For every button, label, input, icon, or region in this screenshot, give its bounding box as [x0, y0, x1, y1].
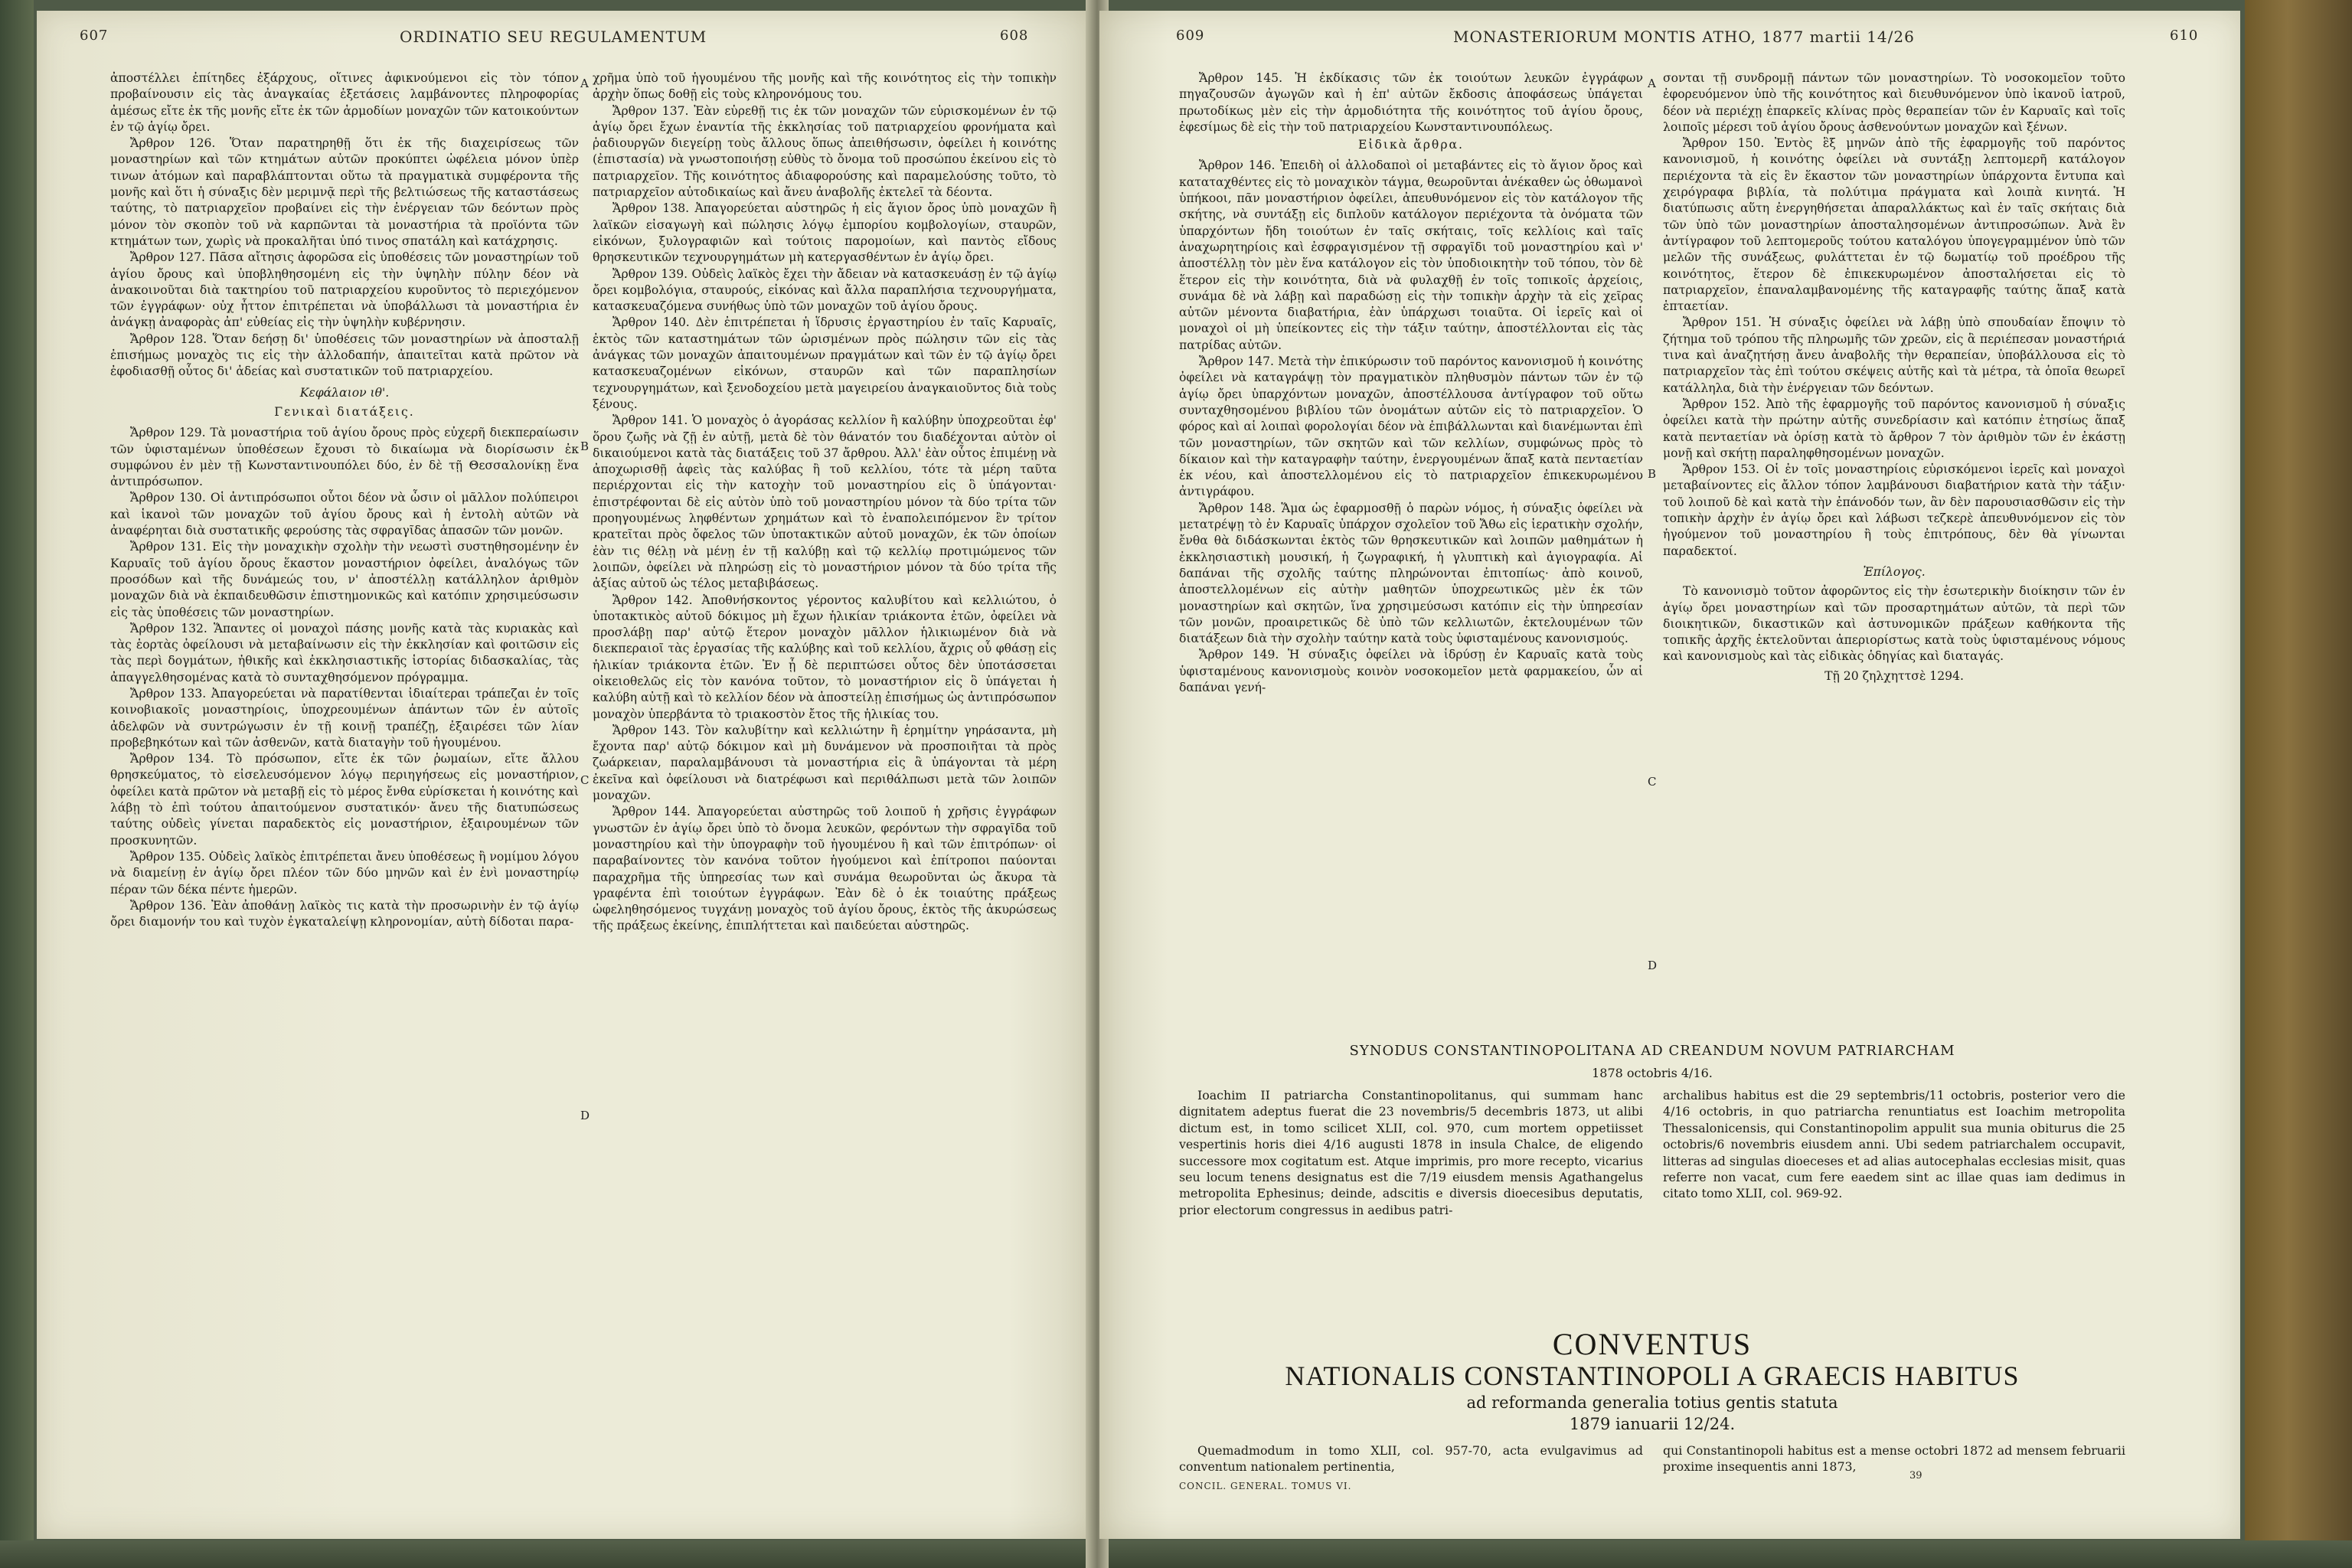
right-page-column-1 [1179, 70, 1643, 696]
conventus-text-left [1179, 1442, 1643, 1475]
article-135: Ἄρθρον 135. Οὐδεὶς λαϊκὸς ἐπιτρέπεται ἄνευ ὑποθέσεως ἢ νομίμου λόγου νὰ διαμείνῃ ἐν ἁγίῳ ὄρει πλέον τῶν δύο μηνῶν καὶ ἐν ἑνὶ μοναστηρίῳ πέραν τῶν δέκα πέντε ἡμερῶν. [110, 849, 579, 897]
left-running-head [37, 28, 1093, 58]
latin-paragraph: archalibus habitus est die 29 septembris/11 octobris, posterior vero die 4/16 octobris, in quo patriarcha renuntiatus est Ioachim metropolita Thessalonicensis, qui Constantinopolim appulit sua munia obiturus die 25 octobris/6 novembris eiusdem anni. Ubi sedem patriarchalem occupavit, litteras ad singulas dioeceses et ad alias autocephalas ecclesias misit, quas referre non vacat, cum fere eaedem sint ac illae quas iam dedimus in citato tomo XLII, col. 969-92. [1663, 1088, 2125, 1201]
synodus-date: 1878 octobris 4/16. [1592, 1066, 1713, 1080]
article-150: Ἄρθρον 150. Ἐντὸς ἓξ μηνῶν ἀπὸ τῆς ἐφαρμογῆς τοῦ παρόντος κανονισμοῦ, ἡ κοινότης ὀφείλει νὰ συντάξῃ λεπτομερῆ κατάλογον περιέχοντα τὰ εἰς ἓν ἕκαστον τῶν μοναστηρίων ὑπάρχοντα ἔντυπα καὶ χειρόγραφα βιβλία, τὰ πολύτιμα πράγματα καὶ λοιπὰ κινητά. Ἡ διατύπωσις αὕτη ἐνεργηθήσεται ἀπαραλλάκτως καὶ ἐν ταῖς σκήταις διὰ τῶν ὑπὸ τῶν μοναστηρίων ἀποσταλησομένων ἀντιπροσώπων. Ἀνὰ ἓν ἀντίγραφον τοῦ λεπτομεροῦς τούτου καταλόγου ὑπογεγραμμένον ὑπὸ τῶν μελῶν τῆς συνάξεως, φυλάττεται ἐν τῷ δωματίῳ τοῦ προέδρου τῆς κοινότητος, ἕτερον δὲ ἐπικεκυρωμένον ἀποσταλήσεται εἰς τὸ πατριαρχεῖον, ἐπαναλαμβανομένης τῆς καταγραφῆς ταύτης ἅπαξ κατὰ ἑπταετίαν. [1663, 136, 2125, 314]
latin-paragraph: qui Constantinopoli habitus est a mense octobri 1872 ad mensem februarii proxime insequentis anni 1873, [1663, 1443, 2125, 1475]
section-heading: Γενικαὶ διατάξεις. [274, 404, 415, 419]
synodus-text-left [1179, 1087, 1643, 1218]
conventus-title: CONVENTUS [1552, 1327, 1753, 1361]
conventus-subtitle: NATIONALIS CONSTANTINOPOLI A GRAECIS HABITUS [1285, 1361, 2020, 1391]
article-147: Ἄρθρον 147. Μετὰ τὴν ἐπικύρωσιν τοῦ παρόντος κανονισμοῦ ἡ κοινότης ὀφείλει νὰ καταγράψῃ τὸν πραγματικὸν πληθυσμὸν πάντων τῶν ἐν τῷ ἁγίῳ ὄρει ὑπαρχόντων μοναχῶν, ἀποστέλλουσα ἀντίγραφον τοῦ οὕτω συνταχθησομένου βιβλίου τῶν ὀνομάτων αὐτῶν εἰς τὸ πατριαρχεῖον. Ὁ φόρος καὶ αἱ λοιπαὶ φορολογίαι δέον νὰ ἐπιβάλλωνται καὶ διανέμωνται ἐπὶ τῶν μοναστηρίων, τῶν σκητῶν καὶ τῶν κελλίων, συμφώνως πρὸς τὸ δίκαιον καὶ τὴν καταγραφὴν ταύτην, ἐνεργουμένων ἅπαξ κατὰ πενταετίαν ἐκ νέου, καὶ ἀποστελλομένου εἰς τὸ πατριαρχεῖον ἐπικεκυρωμένου ἀντιγράφου. [1179, 354, 1643, 499]
footer-signature-left: CONCIL. GENERAL. TOMUS VI. [1179, 1481, 1352, 1491]
article-137: Ἄρθρον 137. Ἐὰν εὑρεθῇ τις ἐκ τῶν μοναχῶν τῶν εὑρισκομένων ἐν τῷ ἁγίῳ ὄρει ἔχων ἐναντία τῆς ἐκκλησίας τοῦ πατριαρχείου φρονήματα καὶ ῥαδιουργῶν διεγείρῃ τοὺς ἄλλους ὅπως ἀπειθήσωσιν, ὀφείλει ἡ κοινότης (ἐπιστασία) νὰ γνωστοποιήσῃ εὐθὺς τὸ ὄνομα τοῦ προσώπου ἐκείνου εἰς τὸ πατριαρχεῖον. Τῆς κοινότητος ἀδιαφορούσης καὶ παραμελούσης τοῦτο, τὸ πατριαρχεῖον αὐτοδικαίως καὶ ἄνευ ἀναβολῆς ἐκτελεῖ τὰ δέοντα. [593, 103, 1057, 200]
margin-marker-d: D [580, 1109, 590, 1122]
epilogue-date: Τῇ 20 ζηλχηττσὲ 1294. [1824, 668, 1964, 683]
latin-paragraph: Ioachim II patriarcha Constantinopolitanus, qui summam hanc dignitatem adeptus fuerat die 23 novembris/5 decembris 1873, ut alibi dictum est, in tomo scilicet XLII, col. 970, cum mortem oppetiisset vespertinis horis diei 4/16 augusti 1878 in insula Chalce, de eligendo successore mox cogitatum est. Atque imprimis, pro more recepto, vicarius seu locum tenens designatus est die 7/19 eiusdem mensis Agathangelus metropolita Ephesinus; deinde, adscitis e diversis dioecesibus deputatis, prior electorum congressus in aedibus patri- [1179, 1088, 1643, 1217]
paragraph: ἀποστέλλει ἐπίτηδες ἐξάρχους, οἵτινες ἀφικνούμενοι εἰς τὸν τόπον προβαίνουσιν εἰς τὰς ἀναγκαίας ἐξετάσεις λαμβάνοντες πληροφορίας ἀμέσως εἴτε ἐκ τῆς μονῆς εἴτε ἐκ τῶν ἁρμοδίων μοναχῶν τῶν κατοικούντων ἐν τῷ ἁγίῳ ὄρει. [110, 71, 579, 134]
article-146: Ἄρθρον 146. Ἐπειδὴ οἱ ἀλλοδαποὶ οἱ μεταβάντες εἰς τὸ ἅγιον ὄρος καὶ καταταχθέντες εἰς τὸ μοναχικὸν τάγμα, θεωροῦνται ἀνέκαθεν ὡς ὀθωμανοὶ ὑπήκοοι, πᾶν μοναστήριον ὀφείλει, ἀπευθυνόμενον εἰς τὸν κατάλογον τῆς σκήτης, νὰ συντάξῃ εἰς διπλοῦν κατάλογον περιέχοντα τὰ ὀνόματα τῶν ὑπαρχόντων ἤδη τοιούτων ἐν ταῖς σκήταις, τοῖς κελλίοις καὶ ταῖς ἀναχωρητηρίοις καὶ ἐσφραγισμένον τῇ σφραγῖδι τοῦ μοναστηρίου καὶ ν' ἀποστέλλῃ τὸν μὲν ἕνα κατάλογον εἰς τὸν ὑποδιοικητὴν τοῦ τόπου, τὸν δὲ ἕτερον εἰς τὴν κοινότητα, διὰ νὰ φυλαχθῇ ἐν τοῖς τοπικοῖς ἀρχείοις, συνάμα δὲ νὰ λάβῃ καὶ παραδώσῃ εἰς τὴν τοπικὴν ἀρχὴν τὰ εἰς χεῖρας αὐτῶν μένοντα διαβατήρια, ἐὰν ὑπάρχωσι τοιαῦτα. Οἱ ἱερεῖς καὶ οἱ μοναχοὶ οἱ μὴ ὑπείκοντες εἰς τὴν τάξιν ταύτην, ἀποστέλλονται εἰς τὰς πατρίδας αὐτῶν. [1179, 158, 1643, 352]
section-heading: Εἰδικὰ ἄρθρα. [1358, 138, 1464, 152]
left-page-column-2 [593, 70, 1057, 935]
scan-background-left [0, 0, 34, 1568]
left-running-title: ORDINATIO SEU REGULAMENTUM [400, 28, 707, 46]
epilogue-heading: Ἐπίλογος. [1863, 564, 1926, 579]
right-page-column-2 [1663, 70, 2125, 684]
article-127: Ἄρθρον 127. Πᾶσα αἴτησις ἀφορῶσα εἰς ὑποθέσεις τῶν μοναστηρίων τοῦ ἁγίου ὄρους καὶ ὑποβληθησομένη εἰς τὴν ὑψηλὴν πύλην δέον νὰ ἀνακοινοῦται διὰ τακτηρίου τοῦ πατριαρχείου κυροῦντος τὸ περιεχόμενον τῶν ἐγγράφων· οὐχ ἧττον ἐπιτρέπεται νὰ ὑποβάλλωσι τὰ μοναστήρια ἐν ἀνάγκῃ ἀναφορὰς ἀπ' εὐθείας εἰς τὴν ὑψηλὴν κυβέρνησιν. [110, 250, 579, 330]
article-140: Ἄρθρον 140. Δὲν ἐπιτρέπεται ἡ ἵδρυσις ἐργαστηρίου ἐν ταῖς Καρυαῖς, ἐκτὸς τῶν καταστημάτων τῶν ὡρισμένων πρὸς πώλησιν τῶν εἰς τὰς ἀνάγκας τῶν μοναχῶν ἀπαιτουμένων πραγμάτων καὶ τῶν ἐν τῷ ἁγίῳ ὄρει κατασκευαζομένων εἰκόνων, σταυρῶν καὶ τῶν παραπλησίων τεχνουργημάτων, καὶ ξενοδοχείου μετὰ μαγειρείου ἀναγκαιοῦντος διὰ τοὺς ξένους. [593, 315, 1057, 411]
article-136: Ἄρθρον 136. Ἐὰν ἀποθάνῃ λαϊκὸς τις κατὰ τὴν προσωρινὴν ἐν τῷ ἁγίῳ ὄρει διαμονήν του καὶ τυχὸν ἐγκαταλείψῃ κληρονομίαν, αὐτὴ δίδοται παρα- [110, 898, 579, 929]
conventus-description: ad reformanda generalia totius gentis statuta [1466, 1393, 1838, 1412]
article-144: Ἄρθρον 144. Ἀπαγορεύεται αὐστηρῶς τοῦ λοιποῦ ἡ χρῆσις ἐγγράφων γνωστῶν ἐν ἁγίῳ ὄρει ὑπὸ τὸ ὄνομα λευκῶν, φερόντων τὴν σφραγῖδα τοῦ μοναστηρίου καὶ τὴν ὑπογραφὴν τοῦ ἡγουμένου ἢ καὶ τῶν ἐπιτρόπων· οἱ παραβαίνοντες τὸν κανόνα τοῦτον ἡγούμενοι καὶ ἐπίτροποι παύονται παραχρῆμα τῆς ὑπηρεσίας των καὶ συνάμα θεωροῦνται ὡς ἄκυρα τὰ γραφέντα ἐπὶ τοιούτων ἐγγράφων. Ἐὰν δὲ ὁ ἐκ τοιαύτης πράξεως ὠφεληθησόμενος τυγχάνῃ μοναχὸς τοῦ ἁγίου ὄρους, ἐκτὸς τῆς ἀκυρώσεως τῆς πράξεως ἐκείνης, ἐπιπλήττεται καὶ παιδεύεται αὐστηρῶς. [593, 805, 1057, 933]
left-page-column-1 [110, 70, 579, 930]
margin-marker-b: B [580, 439, 590, 453]
margin-marker-c: C [580, 773, 590, 787]
article-131: Ἄρθρον 131. Εἰς τὴν μοναχικὴν σχολὴν τὴν νεωστὶ συστηθησομένην ἐν Καρυαῖς τοῦ ἁγίου ὄρους ἕκαστον μοναστήριον ὀφείλει, ἀναλόγως τῶν προσόδων καὶ τῆς δυνάμεώς του, ν' ἀποστέλλῃ κατάλληλον ἀριθμὸν μοναχῶν διὰ νὰ ἐκπαιδευθῶσιν ἐπιστημονικῶς καὶ κατόπιν χρησιμεύσωσιν εἰς τὰς ὑποθέσεις τῶν μοναστηρίων. [110, 540, 579, 619]
conventus-text-right [1663, 1442, 2125, 1475]
book-cover-edge [2245, 0, 2352, 1568]
article-153: Ἄρθρον 153. Οἱ ἐν τοῖς μοναστηρίοις εὑρισκόμενοι ἱερεῖς καὶ μοναχοὶ μεταβαίνοντες εἰς ἄλλον τόπον λαμβάνουσι διαβατήριον κατὰ τὴν τάξιν· τοῦ λοιποῦ δὲ καὶ κατὰ τὴν ἐπάνοδόν των, ἂν δὲν παρουσιασθῶσιν εἰς τὴν τοπικὴν ἀρχὴν ἐν ἁγίῳ ὄρει καὶ λάβωσι τεζκερὲ ἀπευθυνόμενον εἰς τὸν ἡγούμενον τοῦ μοναστηρίου ἢ τοὺς ἐπιτρόπους, δὲν θὰ γίνωνται παραδεκτοί. [1663, 462, 2125, 558]
right-running-title: MONASTERIORUM MONTIS ATHO, 1877 martii 14/26 [1453, 28, 1915, 46]
page-number-607: 607 [80, 28, 109, 44]
article-126: Ἄρθρον 126. Ὅταν παρατηρηθῇ ὅτι ἐκ τῆς διαχειρίσεως τῶν μοναστηρίων καὶ τῶν κτημάτων αὐτῶν προκύπτει ὠφέλεια μόνον ὑπὲρ τινων ἀτόμων καὶ παραβλάπτονται οὕτω τὰ πραγματικὰ συμφέροντα τῆς μονῆς καὶ ὅτι ἡ σύναξις δὲν μεριμνᾷ περὶ τῆς βελτιώσεως τῆς καταστάσεως ταύτης, τὸ πατριαρχεῖον προβαίνει εἰς τὴν ἐνέργειαν τῶν δεόντων πρὸς μόνον τὸν σκοπὸν τοῦ νὰ καρπῶνται τὰ μοναστήρια τὰ προϊόντα τῶν κτημάτων των, χωρὶς νὰ προκαλῆται ὑπό τινος σπατάλη καὶ κατάχρησις. [110, 136, 579, 248]
article-134: Ἄρθρον 134. Τὸ πρόσωπον, εἴτε ἐκ τῶν ῥωμαίων, εἴτε ἄλλου θρησκεύματος, τὸ εἰσελευσόμενον λόγῳ περιηγήσεως εἰς μοναστήριον, ὀφείλει κατὰ πρῶτον νὰ μεταβῇ εἰς τὸ μέρος ἔνθα εὑρίσκεται ἡ κοινότης καὶ λάβῃ τὸ ἐπὶ τούτου ἀπαιτούμενον συστατικόν· ἄνευ τῆς διατυπώσεως ταύτης οὐδεὶς γίνεται παραδεκτὸς εἰς μοναστήριον, ἐξαιρουμένων τῶν προσκυνητῶν. [110, 752, 579, 848]
page-number-608: 608 [1000, 28, 1029, 44]
article-145: Ἄρθρον 145. Ἡ ἐκδίκασις τῶν ἐκ τοιούτων λευκῶν ἐγγράφων πηγαζουσῶν ἀγωγῶν καὶ ἡ ἐπ' αὐτῶν ἔκδοσις ἀποφάσεως ὑπάγεται πρωτοδίκως μὲν εἰς τὴν ἁρμοδιότητα τῆς κοινότητος τοῦ ἁγίου ὄρους, ἐφεσίμως δὲ εἰς τὴν τοῦ πατριαρχείου Κωνσταντινουπόλεως. [1179, 71, 1643, 134]
epilogue-text: Τὸ κανονισμὸ τοῦτον ἀφορῶντος εἰς τὴν ἐσωτερικὴν διοίκησιν τῶν ἐν ἁγίῳ ὄρει μοναστηρίων καὶ τῶν προσαρτημάτων αὐτῶν, τὰ περὶ τῶν διοικητικῶν, δικαστικῶν καὶ ἀστυνομικῶν πράξεων καθήκοντα τῆς τοπικῆς ἀρχῆς ἐκτελοῦνται ἀπεριορίστως κατὰ τοὺς ὑφισταμένους νόμους καὶ κανονισμοὺς καὶ τὰς εἰδικὰς ὁδηγίας καὶ διαταγάς. [1663, 584, 2125, 664]
article-139: Ἄρθρον 139. Οὐδεὶς λαϊκὸς ἔχει τὴν ἄδειαν νὰ κατασκευάσῃ ἐν τῷ ἁγίῳ ὄρει κομβολόγια, σταυρούς, εἰκόνας καὶ ἄλλα παραπλήσια τεχνουργήματα, κατασκευαζόμενα συνήθως ὑπὸ τῶν μοναχῶν τοῦ ἁγίου ὄρους. [593, 266, 1057, 314]
latin-paragraph: Quemadmodum in tomo XLII, col. 957-70, acta evulgavimus ad conventum nationalem pertinentia, [1179, 1443, 1643, 1475]
margin-marker-b: B [1648, 467, 1657, 481]
article-129: Ἄρθρον 129. Τὰ μοναστήρια τοῦ ἁγίου ὄρους πρὸς εὐχερῆ διεκπεραίωσιν τῶν ὑφισταμένων ὑποθέσεων ἔχουσι τὸ δικαίωμα νὰ διορίσωσιν ἐκ συμφώνου ἐν μὲν τῇ Κωνσταντινουπόλει δύο, ἐν δὲ τῇ Θεσσαλονίκῃ ἕνα ἀντιπρόσωπον. [110, 426, 579, 489]
page-number-609: 609 [1176, 28, 1205, 44]
conventus-date: 1879 ianuarii 12/24. [1569, 1415, 1736, 1433]
article-130: Ἄρθρον 130. Οἱ ἀντιπρόσωποι οὗτοι δέον νὰ ὦσιν οἱ μᾶλλον πολύπειροι καὶ ἱκανοὶ τῶν μοναχῶν τοῦ ἁγίου ὄρους καὶ ἡ ἐντολὴ αὐτῶν νὰ ἀναφέρηται διὰ συστατικῆς φερούσης τὰς σφραγῖδας ἁπασῶν τῶν μονῶν. [110, 491, 579, 538]
paragraph: χρῆμα ὑπὸ τοῦ ἡγουμένου τῆς μονῆς καὶ τῆς κοινότητος εἰς τὴν τοπικὴν ἀρχὴν ὅπως δοθῇ εἰς τοὺς κληρονόμους του. [593, 71, 1057, 102]
article-143: Ἄρθρον 143. Τὸν καλυβίτην καὶ κελλιώτην ἢ ἐρημίτην γηράσαντα, μὴ ἔχοντα παρ' αὐτῷ δόκιμον καὶ μὴ δυνάμενον νὰ προσποιῆται τὰ πρὸς ζωάρκειαν, παραλαμβάνουσι τὰ μοναστήρια εἰς ἃ ὑπάγονται τὰ μέρη ἐκεῖνα καὶ ὀφείλουσι νὰ διατρέφωσι καὶ περιθάλπωσι μετὰ τῶν λοιπῶν μοναχῶν. [593, 723, 1057, 803]
footer-signature-number: 39 [1909, 1470, 1922, 1481]
chapter-heading: Κεφάλαιον ιθ'. [299, 385, 390, 400]
article-133: Ἄρθρον 133. Ἀπαγορεύεται νὰ παρατίθενται ἰδιαίτεραι τράπεζαι ἐν τοῖς κοινοβιακοῖς μοναστηρίοις, ὑποχρεουμένων ἁπάντων τῶν ἐν αὐτοῖς ἀδελφῶν νὰ συντρώγωσιν ἐν τῇ κοινῇ τραπέζῃ, ἐξαιρέσει τῶν λίαν προβεβηκότων καὶ τῶν ἀσθενῶν, κατὰ διαταγὴν τοῦ ἡγουμένου. [110, 686, 579, 750]
synodus-text-right [1663, 1087, 2125, 1202]
article-141: Ἄρθρον 141. Ὁ μοναχὸς ὁ ἀγοράσας κελλίον ἢ καλύβην ὑποχρεοῦται ἐφ' ὅρου ζωῆς νὰ ζῇ ἐν αὐτῇ, μετὰ δὲ τὸν θάνατόν του διαδέχονται αὐτὸν οἱ δικαιούμενοι κατὰ τὰς διατάξεις τοῦ 37 ἄρθρου. Ἀλλ' ἐὰν οὗτος ἐπιμένῃ νὰ ἀποχωρισθῇ ἀφεὶς τὰς καλύβας ἢ τοῦ κελλίου, τότε τὰ μέρη ταῦτα περιέρχονται εἰς τὴν κατοχὴν τοῦ μοναστηρίου εἰς ὃ ὑπάγονται· ἐπιστρέφονται δὲ εἰς αὐτὸν ὑπὸ τοῦ μοναστηρίου μόνον τὰ δύο τρίτα τῶν προηγουμένως ληφθέντων χρημάτων καὶ τὸ ἐναπολειπόμενον ἓν τρίτον κρατεῖται πρὸς ὄφελος τῶν ὑποτακτικῶν αὐτοῦ μοναχῶν, ἐκ τῶν ὁποίων ἐὰν τις θέλῃ νὰ μένῃ ἐν τῇ καλύβῃ καὶ τῷ κελλίῳ προτιμώμενος τῶν λοιπῶν, ὀφείλει νὰ πληρώσῃ εἰς τὸ μοναστήριον μόνον τὰ δύο τρίτα τῆς ἀξίας αὐτοῦ ὡς τέλος μεταβιβάσεως. [593, 413, 1057, 591]
right-running-head [1099, 28, 2240, 58]
page-number-610: 610 [2170, 28, 2199, 44]
synodus-title: SYNODUS CONSTANTINOPOLITANA AD CREANDUM NOVUM PATRIARCHAM [1349, 1043, 1955, 1059]
article-128: Ἄρθρον 128. Ὅταν δεήσῃ δι' ὑποθέσεις τῶν μοναστηρίων νὰ ἀποσταλῇ ἐπισήμως μοναχὸς τις εἰς τὴν ἀλλοδαπήν, ἀπαιτεῖται κατὰ πρῶτον νὰ ἐφοδιασθῇ οὗτος δι' ἀδείας καὶ συστατικῶν τοῦ πατριαρχείου. [110, 332, 579, 379]
article-151: Ἄρθρον 151. Ἡ σύναξις ὀφείλει νὰ λάβῃ ὑπὸ σπουδαίαν ἔποψιν τὸ ζήτημα τοῦ τρόπου τῆς πληρωμῆς τῶν χρεῶν, εἰς ἃ περιέπεσαν μοναστήριά τινα καὶ ἀναζητήσῃ ἄνευ ἀναβολῆς τὴν θεραπείαν, ὑποβάλλουσα εἰς τὸ πατριαρχεῖον τὰς ἐπὶ τούτου σκέψεις αὐτῆς καὶ τὰ μέτρα, τὰ ὁποῖα θεωρεῖ κατάλληλα, διὰ τὴν ἐνέργειαν τῶν δεόντων. [1663, 315, 2125, 395]
margin-marker-a: A [580, 77, 589, 90]
article-138: Ἄρθρον 138. Ἀπαγορεύεται αὐστηρῶς ἡ εἰς ἅγιον ὄρος ὑπὸ μοναχῶν ἢ λαϊκῶν εἰσαγωγὴ καὶ πώλησις λόγῳ ἐμπορίου κομβολογίων, σταυρῶν, εἰκόνων, ξυλογραφιῶν καὶ τούτοις παρομοίων, καὶ παντὸς εἴδους θρησκευτικῶν τεχνουργημάτων μὴ κατεργασθέντων ἐν ἁγίῳ ὄρει. [593, 201, 1057, 265]
article-132: Ἄρθρον 132. Ἅπαντες οἱ μοναχοὶ πάσης μονῆς κατὰ τὰς κυριακὰς καὶ τὰς ἑορτὰς ὀφείλουσι νὰ μεταβαίνωσιν εἰς τὴν ἐκκλησίαν καὶ φοιτῶσιν εἰς τὰς περὶ δογμάτων, ἠθικῆς καὶ ἐκκλησιαστικῆς ἱστορίας διδασκαλίας, τὰς ἀπαγγελθησομένας κατὰ τὸ συνταχθησόμενον πρόγραμμα. [110, 621, 579, 684]
right-page [1099, 11, 2240, 1539]
margin-marker-c: C [1648, 775, 1657, 789]
article-142: Ἄρθρον 142. Ἀποθνήσκοντος γέροντος καλυβίτου καὶ κελλιώτου, ὁ ὑποτακτικὸς αὐτοῦ δόκιμος μὴ ἔχων ἡλικίαν τριάκοντα ἐτῶν, ὀφείλει νὰ προσλάβῃ παρ' αὐτῷ ἕτερον μοναχὸν μᾶλλον ἡλικιωμένον διὰ νὰ διεκπεραιοῖ τὰς ἐργασίας τῆς καλύβης καὶ τοῦ κελλίου, ἄχρις οὗ φθάσῃ εἰς ἡλικίαν τριάκοντα ἐτῶν. Ἐν ᾗ δὲ περιπτώσει οὗτος δὲν ὑποτάσσεται οἰκειοθελῶς εἰς τὸν κανόνα τοῦτον, τὸ μοναστήριον εἰς ὃ ὑπάγεται ἡ καλύβη αὐτῇ καὶ τὸ κελλίον δέον νὰ ἀποστείλῃ ἐπισήμως ὡς ἀντιπρόσωπον μοναχὸν ὑπερβάντα τὸ τριακοστὸν ἔτος τῆς ἡλικίας του. [593, 593, 1057, 721]
article-149: Ἄρθρον 149. Ἡ σύναξις ὀφείλει νὰ ἱδρύσῃ ἐν Καρυαῖς κατὰ τοὺς ὑφισταμένους κανονισμοὺς κοινὸν νοσοκομεῖον μετὰ φαρμακείου, ὧν αἱ δαπάναι γενή- [1179, 648, 1643, 694]
paragraph: σονται τῇ συνδρομῇ πάντων τῶν μοναστηρίων. Τὸ νοσοκομεῖον τοῦτο ἐφορευόμενον ὑπὸ τῆς κοινότητος καὶ διευθυνόμενον ὑπὸ ἱκανοῦ ἰατροῦ, δέον νὰ περιέχῃ ἐπαρκεῖς κλίνας πρὸς θεραπείαν τῶν ἐν Καρυαῖς καὶ τοῖς λοιποῖς μέρεσι τοῦ ἁγίου ὄρους ἀσθενούντων μοναχῶν καὶ ξένων. [1663, 71, 2125, 134]
margin-marker-d: D [1648, 959, 1658, 972]
scan-background-bottom [0, 1540, 2352, 1568]
left-page [37, 11, 1093, 1539]
article-148: Ἄρθρον 148. Ἅμα ὡς ἐφαρμοσθῇ ὁ παρὼν νόμος, ἡ σύναξις ὀφείλει νὰ μετατρέψῃ τὸ ἐν Καρυαῖς ὑπάρχον σχολεῖον τοῦ Ἄθω εἰς ἱερατικὴν σχολήν, ἔνθα θὰ διδάσκωνται ἐκτὸς τῶν θρησκευτικῶν καὶ λοιπῶν μαθημάτων ἡ ἐκκλησιαστικὴ μουσική, ἡ ζωγραφική, ἡ γλυπτικὴ καὶ ἁγιογραφία. Αἱ δαπάναι τῆς σχολῆς ταύτης πληρώνονται ἐπιτοπίως· ἀπὸ κοινοῦ, ἀποστελλομένων εἰς αὐτὴν μαθητῶν ὑποχρεωτικῶς μὲν ἐκ τῶν μοναστηρίων καὶ σκητῶν, ἵνα χρησιμεύσωσι κατόπιν εἰς τὴν ὑπηρεσίαν τῶν μονῶν, προαιρετικῶς δὲ ὑπὸ τῶν κελλιωτῶν, ἐκτελουμένων τῶν διατάξεων διὰ τὴν σχολὴν ταύτην κατὰ τοὺς ὑφισταμένους κανονισμούς. [1179, 501, 1643, 646]
article-152: Ἄρθρον 152. Ἀπὸ τῆς ἐφαρμογῆς τοῦ παρόντος κανονισμοῦ ἡ σύναξις ὀφείλει κατὰ τὴν πρώτην αὐτῆς συνεδρίασιν καὶ κατόπιν ἐτησίως ἅπαξ κατὰ πενταετίαν νὰ ὁρίσῃ κατὰ τὸ ἄρθρον 7 τὸν ἀριθμὸν τῶν ἐν ἑκάστῃ μονῇ καὶ σκήτῃ παραληφθησομένων μοναχῶν. [1663, 397, 2125, 460]
margin-marker-a: A [1648, 77, 1656, 90]
